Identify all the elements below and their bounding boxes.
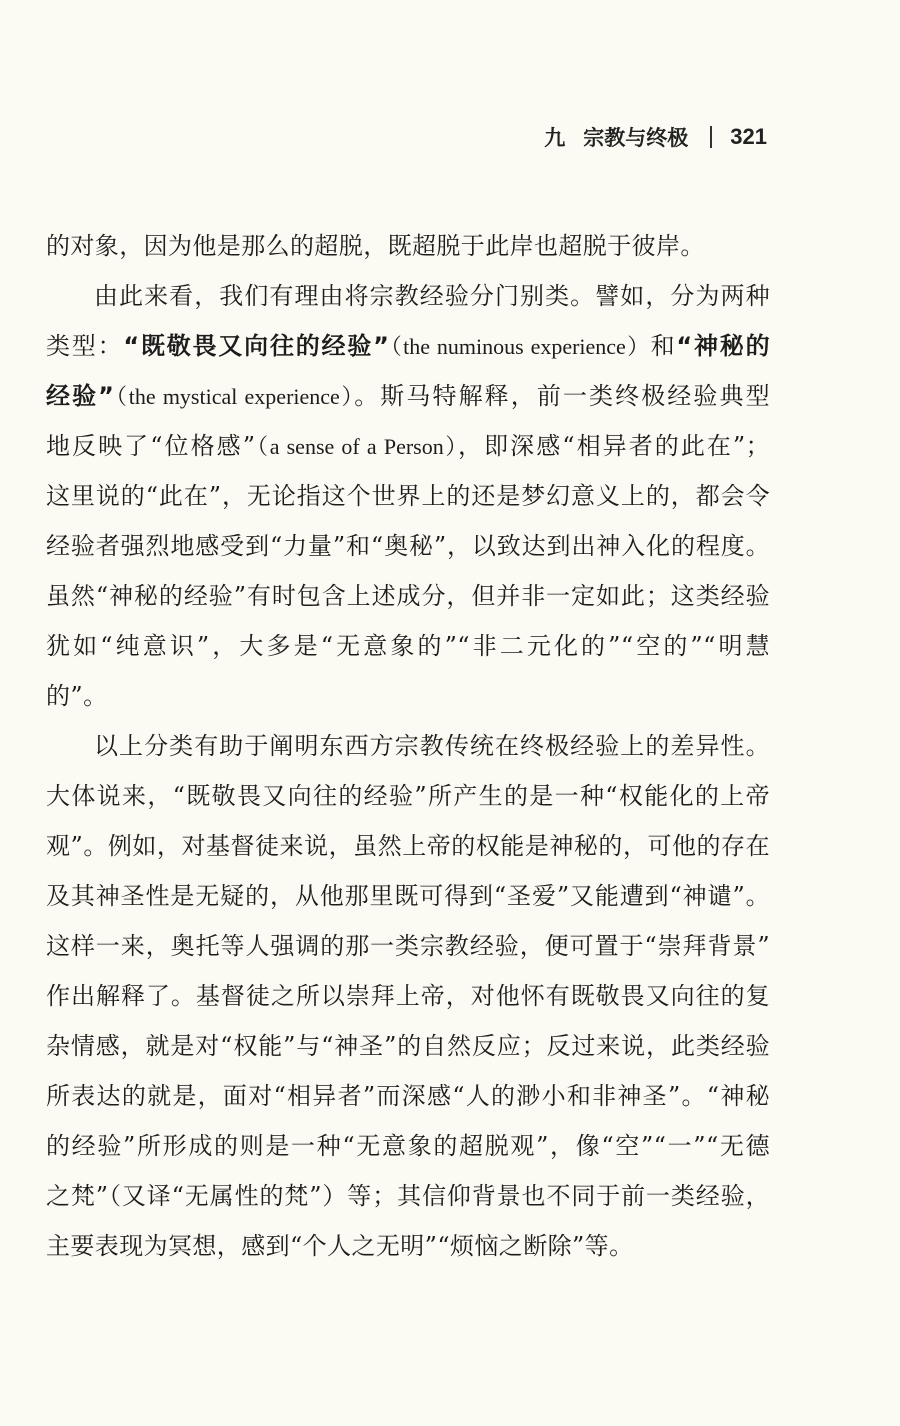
text-line: 这样一来，奥托等人强调的那一类宗教经验，便可置于“崇拜背景”	[46, 932, 770, 960]
text-line: 犹如“纯意识”，大多是“无意象的”“非二元化的”“空的”“明慧	[46, 632, 770, 660]
text-line: 这里说的“此在”，无论指这个世界上的还是梦幻意义上的，都会令	[46, 482, 770, 510]
text-line: 经验者强烈地感受到“力量”和“奥秘”，以致达到出神入化的程度。	[46, 532, 770, 560]
text-line: 大体说来，“既敬畏又向往的经验”所产生的是一种“权能化的上帝	[46, 782, 770, 810]
paragraph	[46, 271, 770, 721]
chapter-number: 九	[544, 126, 566, 150]
text-line: 由此来看，我们有理由将宗教经验分门别类。譬如，分为两种	[94, 282, 770, 310]
page-number: 321	[730, 124, 767, 149]
paragraph	[46, 221, 770, 271]
header-separator	[710, 126, 712, 148]
text-line: 的”。	[46, 682, 108, 710]
english-term: （the mystical experience）	[114, 384, 355, 409]
text-line	[46, 421, 770, 471]
text-line: 的经验”所形成的则是一种“无意象的超脱观”，像“空”“一”“无德	[46, 1132, 770, 1160]
text-line: 及其神圣性是无疑的，从他那里既可得到“圣爱”又能遭到“神谴”。	[46, 882, 770, 910]
text-line: 杂情感，就是对“权能”与“神圣”的自然反应；反过来说，此类经验	[46, 1032, 770, 1060]
text-line: 观”。例如，对基督徒来说，虽然上帝的权能是神秘的，可他的存在	[46, 832, 770, 860]
text-line: 主要表现为冥想，感到“个人之无明”“烦恼之断除”等。	[46, 1232, 634, 1260]
text-line	[46, 321, 770, 371]
text-line: 作出解释了。基督徒之所以崇拜上帝，对他怀有既敬畏又向往的复	[46, 982, 770, 1010]
paragraph	[46, 721, 770, 1271]
text-line: 以上分类有助于阐明东西方宗教传统在终极经验上的差异性。	[94, 732, 770, 760]
running-header	[544, 122, 767, 152]
chapter-title: 宗教与终极	[583, 126, 689, 150]
bold-term: “神秘的	[676, 332, 770, 360]
text-line: 的对象，因为他是那么的超脱，既超脱于此岸也超脱于彼岸。	[46, 232, 705, 260]
body-text	[46, 221, 770, 1271]
text-run: ，即深感“相异者的此在”；	[458, 432, 770, 460]
english-term: （the numinous experience）	[389, 334, 651, 359]
bold-term: “既敬畏又向往的经验”	[123, 332, 390, 360]
bold-term: 经验”	[46, 382, 115, 410]
text-line: 虽然“神秘的经验”有时包含上述成分，但并非一定如此；这类经验	[46, 582, 770, 610]
english-term: （a sense of a Person）	[255, 434, 459, 459]
text-line: 所表达的就是，面对“相异者”而深感“人的渺小和非神圣”。“神秘	[46, 1082, 770, 1110]
text-run: 。斯马特解释，前一类终极经验典型	[354, 382, 770, 410]
text-line: 之梵”（又译“无属性的梵”）等；其信仰背景也不同于前一类经验，	[46, 1182, 770, 1210]
text-run: 和	[650, 332, 677, 360]
text-run: 类型：	[46, 332, 124, 360]
text-run: 地反映了“位格感”	[46, 432, 256, 460]
text-line	[46, 371, 770, 421]
